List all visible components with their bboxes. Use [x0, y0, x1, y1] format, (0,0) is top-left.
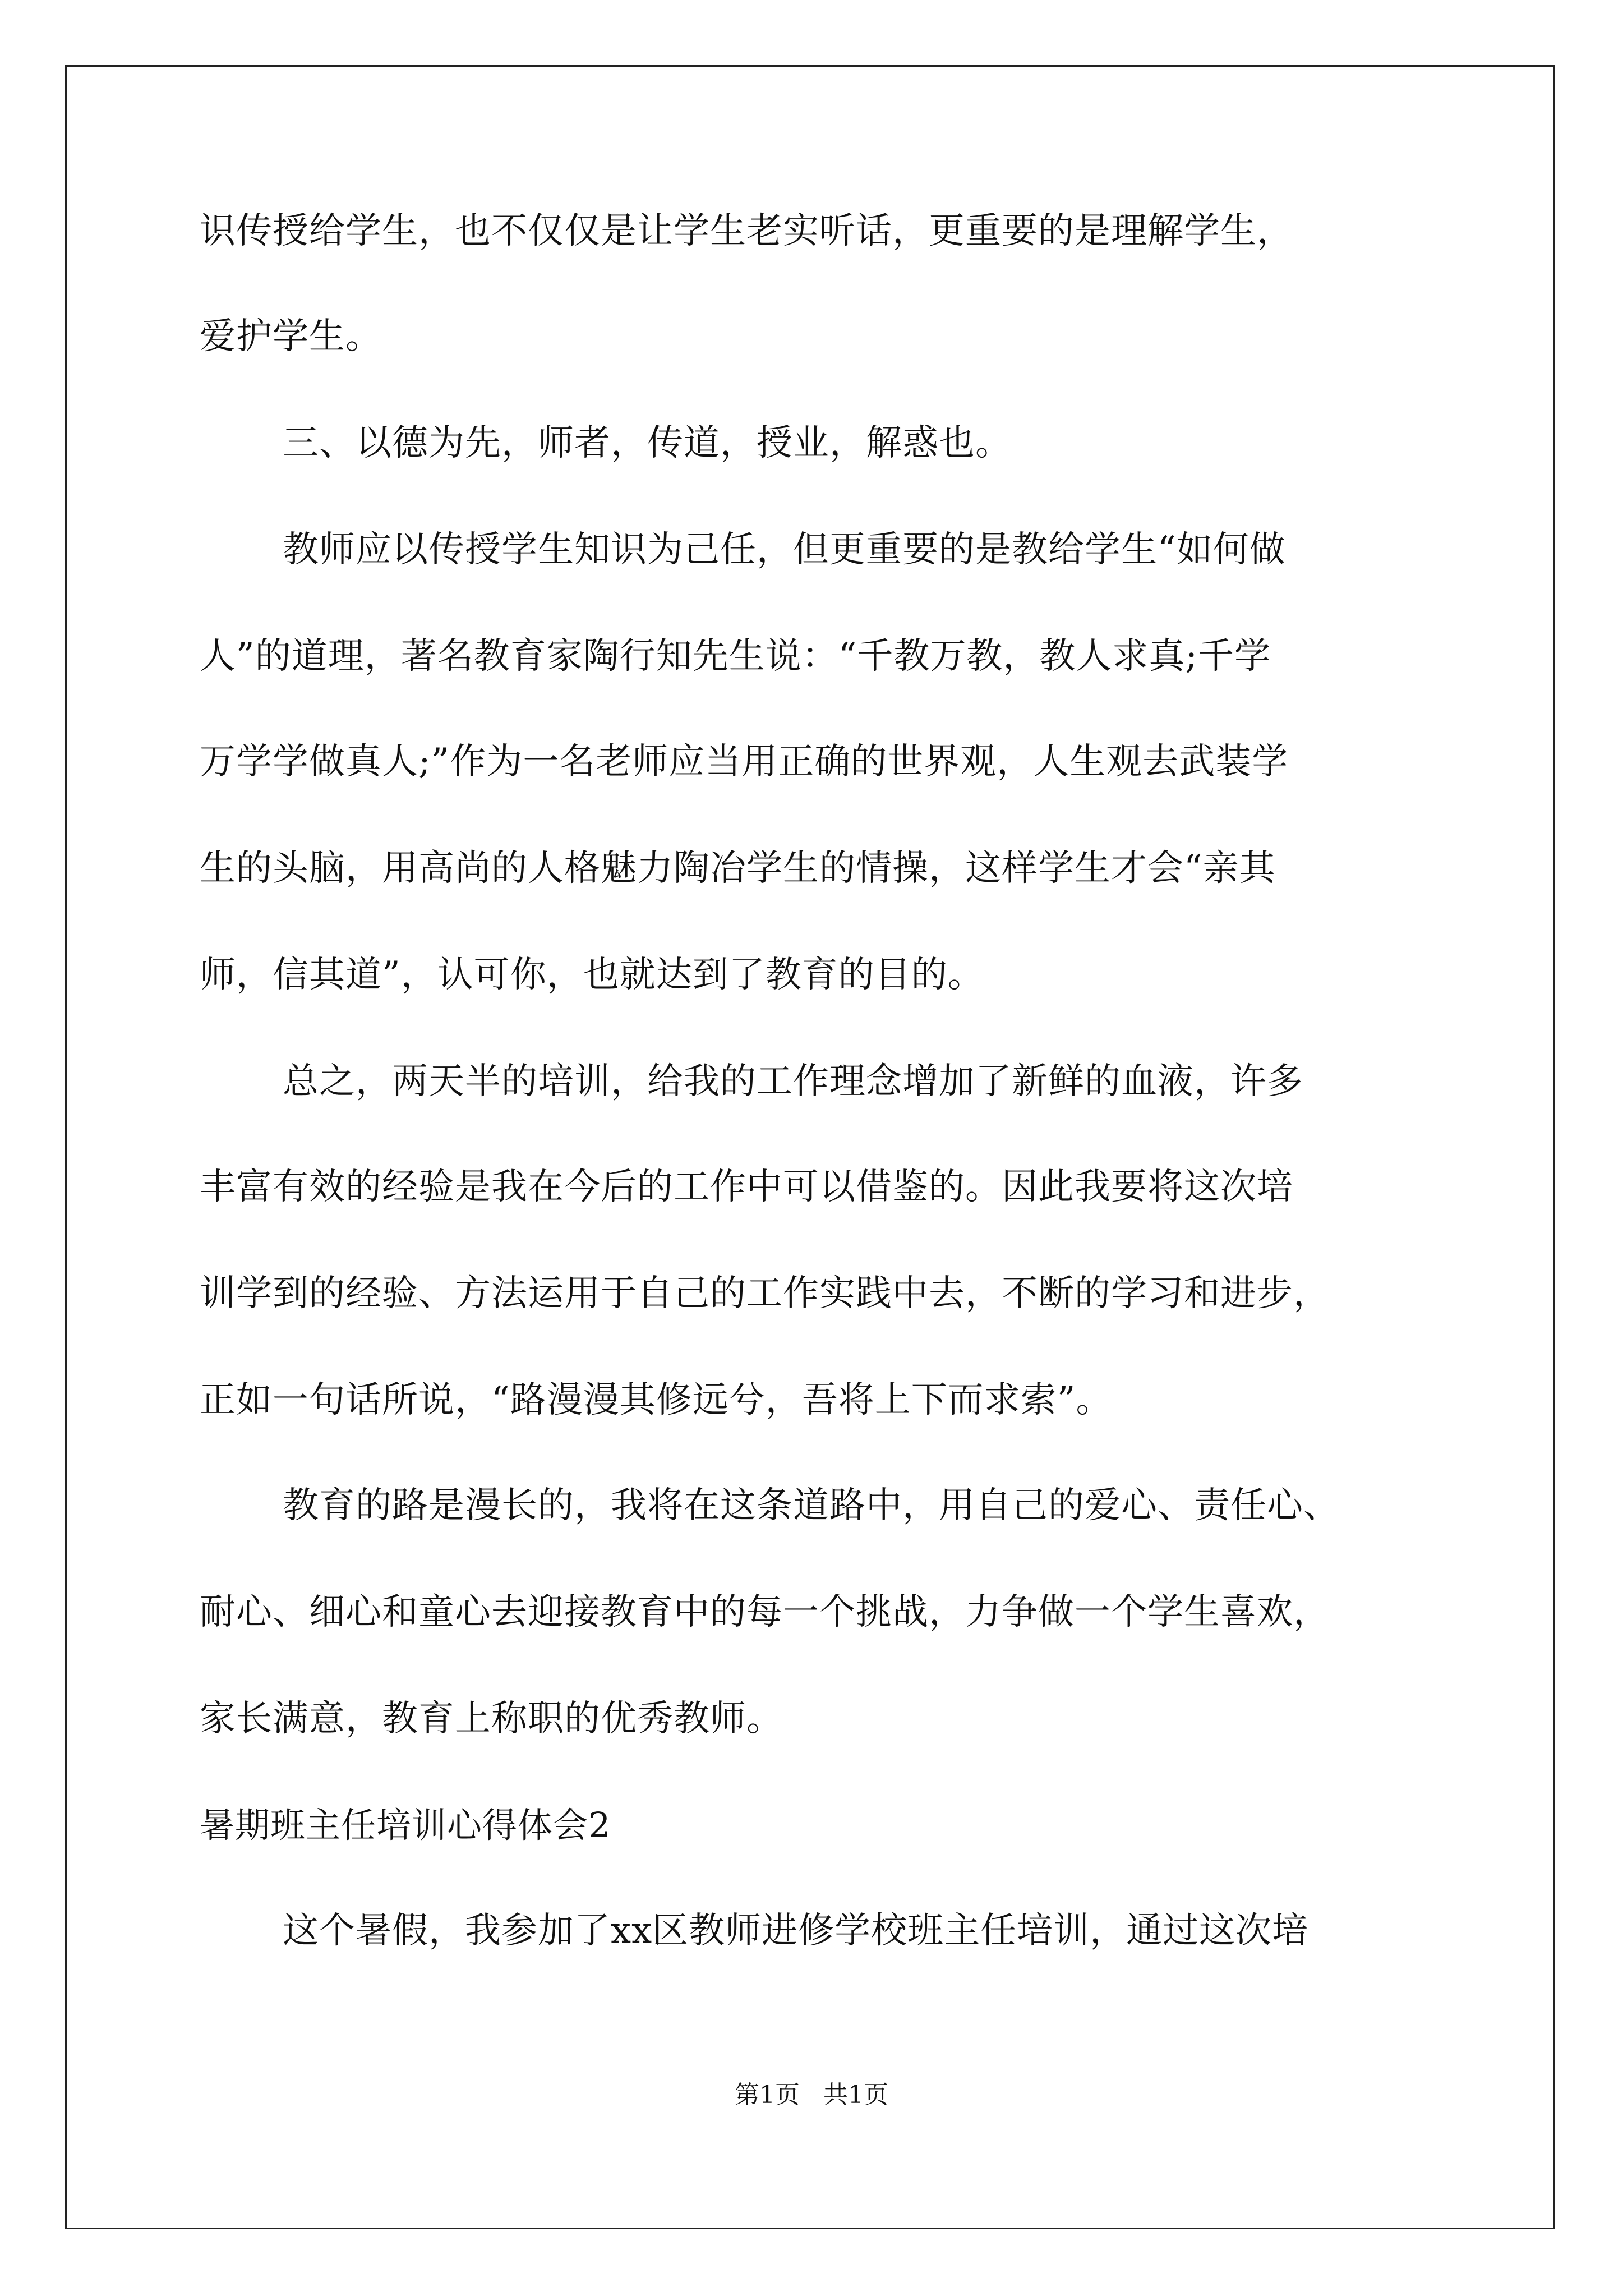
body-line-13: 教育的路是漫长的，我将在这条道路中，用自己的爱心、责任心、 [283, 1485, 1340, 1526]
section-heading: 暑期班主任培训心得体会2 [200, 1805, 611, 1846]
body-line-6: 万学学做真人;”作为一名老师应当用正确的世界观，人生观去武装学 [200, 741, 1289, 783]
body-line-14: 耐心、细心和童心去迎接教育中的每一个挑战，力争做一个学生喜欢， [200, 1591, 1330, 1633]
body-line-9: 总之，两天半的培训，给我的工作理念增加了新鲜的血液，许多 [283, 1061, 1303, 1102]
body-line-17: 这个暑假，我参加了xx区教师进修学校班主任培训，通过这次培 [283, 1910, 1309, 1952]
body-line-3: 三、以德为先，师者，传道，授业，解惑也。 [283, 422, 1012, 464]
body-line-12: 正如一句话所说，“路漫漫其修远兮，吾将上下而求索”。 [200, 1379, 1113, 1421]
body-line-1: 识传授给学生，也不仅仅是让学生老实听话，更重要的是理解学生， [200, 210, 1293, 252]
body-line-8: 师，信其道”，认可你，也就达到了教育的目的。 [200, 954, 984, 996]
body-line-15: 家长满意，教育上称职的优秀教师。 [200, 1698, 783, 1740]
body-line-2: 爱护学生。 [200, 316, 382, 357]
body-line-10: 丰富有效的经验是我在今后的工作中可以借鉴的。因此我要将这次培 [200, 1166, 1293, 1208]
body-line-5: 人”的道理，著名教育家陶行知先生说：“千教万教，教人求真;千学 [200, 636, 1271, 677]
body-line-11: 训学到的经验、方法运用于自己的工作实践中去，不断的学习和进步， [200, 1273, 1330, 1314]
body-line-4: 教师应以传授学生知识为己任，但更重要的是教给学生“如何做 [283, 529, 1286, 570]
body-line-7: 生的头脑，用高尚的人格魅力陶冶学生的情操，这样学生才会“亲其 [200, 848, 1276, 889]
page-border [65, 65, 1555, 2229]
page-footer: 第1页 共1页 [735, 2081, 888, 2109]
